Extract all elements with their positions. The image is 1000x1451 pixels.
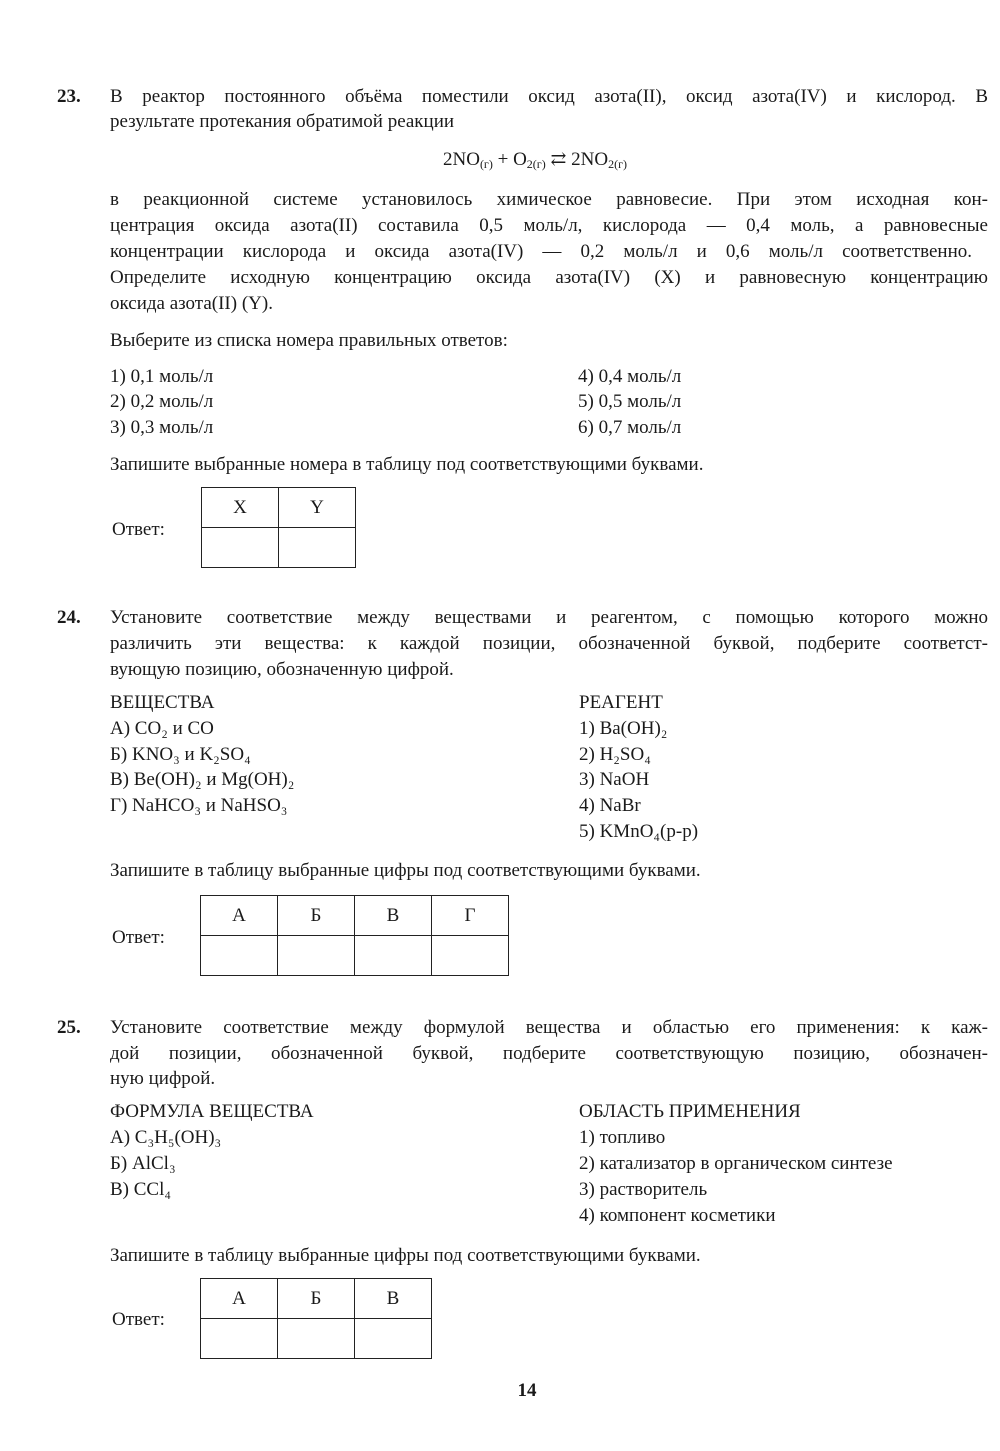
instruction: Запишите в таблицу выбранные цифры под соответствующими буквами. — [110, 1245, 701, 1266]
reaction-equation — [0, 147, 1000, 173]
list-item: В) Be(OH)₂ и Mg(OH)₂ — [110, 769, 295, 790]
column-title: ВЕЩЕСТВА — [110, 692, 215, 713]
answer-label: Ответ: — [112, 927, 165, 948]
question-text: центрация оксида азота(II) составила 0,5 моль/л, кислорода — 0,4 моль, а равновесные — [110, 215, 988, 236]
instruction: Выберите из списка номера правильных ответов: — [110, 330, 508, 351]
list-item: 1) Ba(OH)₂ — [579, 718, 668, 739]
list-item: 3) растворитель — [579, 1179, 708, 1200]
answer-header: Y — [279, 488, 356, 528]
eq-sub: 2(г) — [526, 157, 546, 171]
option: 1) 0,1 моль/л — [110, 366, 214, 387]
instruction: Запишите в таблицу выбранные цифры под соответствующими буквами. — [110, 860, 701, 881]
list-item: 1) топливо — [579, 1127, 666, 1148]
list-item: Б) AlCl₃ — [110, 1153, 176, 1174]
question-text: Определите исходную концентрацию оксида азота(IV) (X) и равновесную концентрацию — [110, 267, 988, 288]
column-title: ФОРМУЛА ВЕЩЕСТВА — [110, 1101, 314, 1122]
instruction: Запишите выбранные номера в таблицу под соответствующими буквами. — [110, 454, 704, 475]
eq-part: + O — [492, 149, 527, 170]
question-number: 25. — [57, 1017, 81, 1038]
question-text: различить эти вещества: к каждой позиции, обозначенной буквой, подберите соответст- — [110, 633, 988, 654]
list-item: 2) катализатор в органическом синтезе — [579, 1153, 893, 1174]
question-text: Установите соответствие между веществами и реагентом, с помощью которого можно — [110, 607, 988, 628]
list-item: 5) KMnO₄(р-р) — [579, 821, 699, 842]
answer-header: В — [355, 1279, 432, 1319]
answer-cell[interactable] — [355, 1319, 432, 1359]
eq-part: 2NO — [442, 149, 480, 170]
answer-table — [200, 1278, 432, 1359]
answer-cell[interactable] — [432, 936, 509, 976]
page-number: 14 — [517, 1380, 537, 1401]
answer-header: А — [201, 1279, 278, 1319]
option: 5) 0,5 моль/л — [578, 391, 682, 412]
answer-table — [201, 487, 356, 568]
answer-header: В — [355, 896, 432, 936]
answer-cell[interactable] — [202, 528, 279, 568]
option: 2) 0,2 моль/л — [110, 391, 214, 412]
option: 3) 0,3 моль/л — [110, 417, 214, 438]
answer-header: Г — [432, 896, 509, 936]
question-text: Установите соответствие между формулой вещества и областью его применения: к каж- — [110, 1017, 988, 1038]
question-text: ную цифрой. — [110, 1068, 216, 1089]
answer-cell[interactable] — [278, 936, 355, 976]
answer-label: Ответ: — [112, 519, 165, 540]
question-text: дой позиции, обозначенной буквой, подберите соответствующую позицию, обозначен- — [110, 1043, 988, 1064]
eq-sub: (г) — [479, 157, 493, 171]
answer-header: X — [202, 488, 279, 528]
question-number: 24. — [57, 607, 81, 628]
answer-header: Б — [278, 896, 355, 936]
question-text: оксида азота(II) (Y). — [110, 293, 273, 314]
answer-cell[interactable] — [355, 936, 432, 976]
answer-cell[interactable] — [201, 1319, 278, 1359]
list-item: 3) NaOH — [579, 769, 650, 790]
answer-header: А — [201, 896, 278, 936]
answer-cell[interactable] — [201, 936, 278, 976]
list-item: А) C₃H₅(OH)₃ — [110, 1127, 222, 1148]
answer-label: Ответ: — [112, 1309, 165, 1330]
list-item: А) CO₂ и CO — [110, 718, 214, 739]
question-text: вующую позицию, обозначенную цифрой. — [110, 659, 454, 680]
list-item: 4) NaBr — [579, 795, 641, 816]
option: 6) 0,7 моль/л — [578, 417, 682, 438]
question-number: 23. — [57, 86, 81, 107]
answer-cell[interactable] — [278, 1319, 355, 1359]
list-item: В) CCl₄ — [110, 1179, 171, 1200]
answer-header: Б — [278, 1279, 355, 1319]
option: 4) 0,4 моль/л — [578, 366, 682, 387]
answer-cell[interactable] — [279, 528, 356, 568]
column-title: РЕАГЕНТ — [579, 692, 663, 713]
answer-table — [200, 895, 509, 976]
column-title: ОБЛАСТЬ ПРИМЕНЕНИЯ — [579, 1101, 801, 1122]
eq-sub: 2(г) — [608, 157, 628, 171]
list-item: 2) H₂SO₄ — [579, 744, 651, 765]
question-text: концентрации кислорода и оксида азота(IV) — 0,2 моль/л и 0,6 моль/л соответственно. — [110, 241, 972, 262]
list-item: Г) NaHCO₃ и NaHSO₃ — [110, 795, 288, 816]
eq-part: ⇄ 2NO — [545, 149, 609, 170]
question-text: в реакционной системе установилось химическое равновесие. При этом исходная кон- — [110, 189, 988, 210]
list-item: Б) KNO₃ и K₂SO₄ — [110, 744, 251, 765]
list-item: 4) компонент косметики — [579, 1205, 776, 1226]
question-text: результате протекания обратимой реакции — [110, 111, 455, 132]
question-text: В реактор постоянного объёма поместили оксид азота(II), оксид азота(IV) и кислород. В — [110, 86, 988, 107]
